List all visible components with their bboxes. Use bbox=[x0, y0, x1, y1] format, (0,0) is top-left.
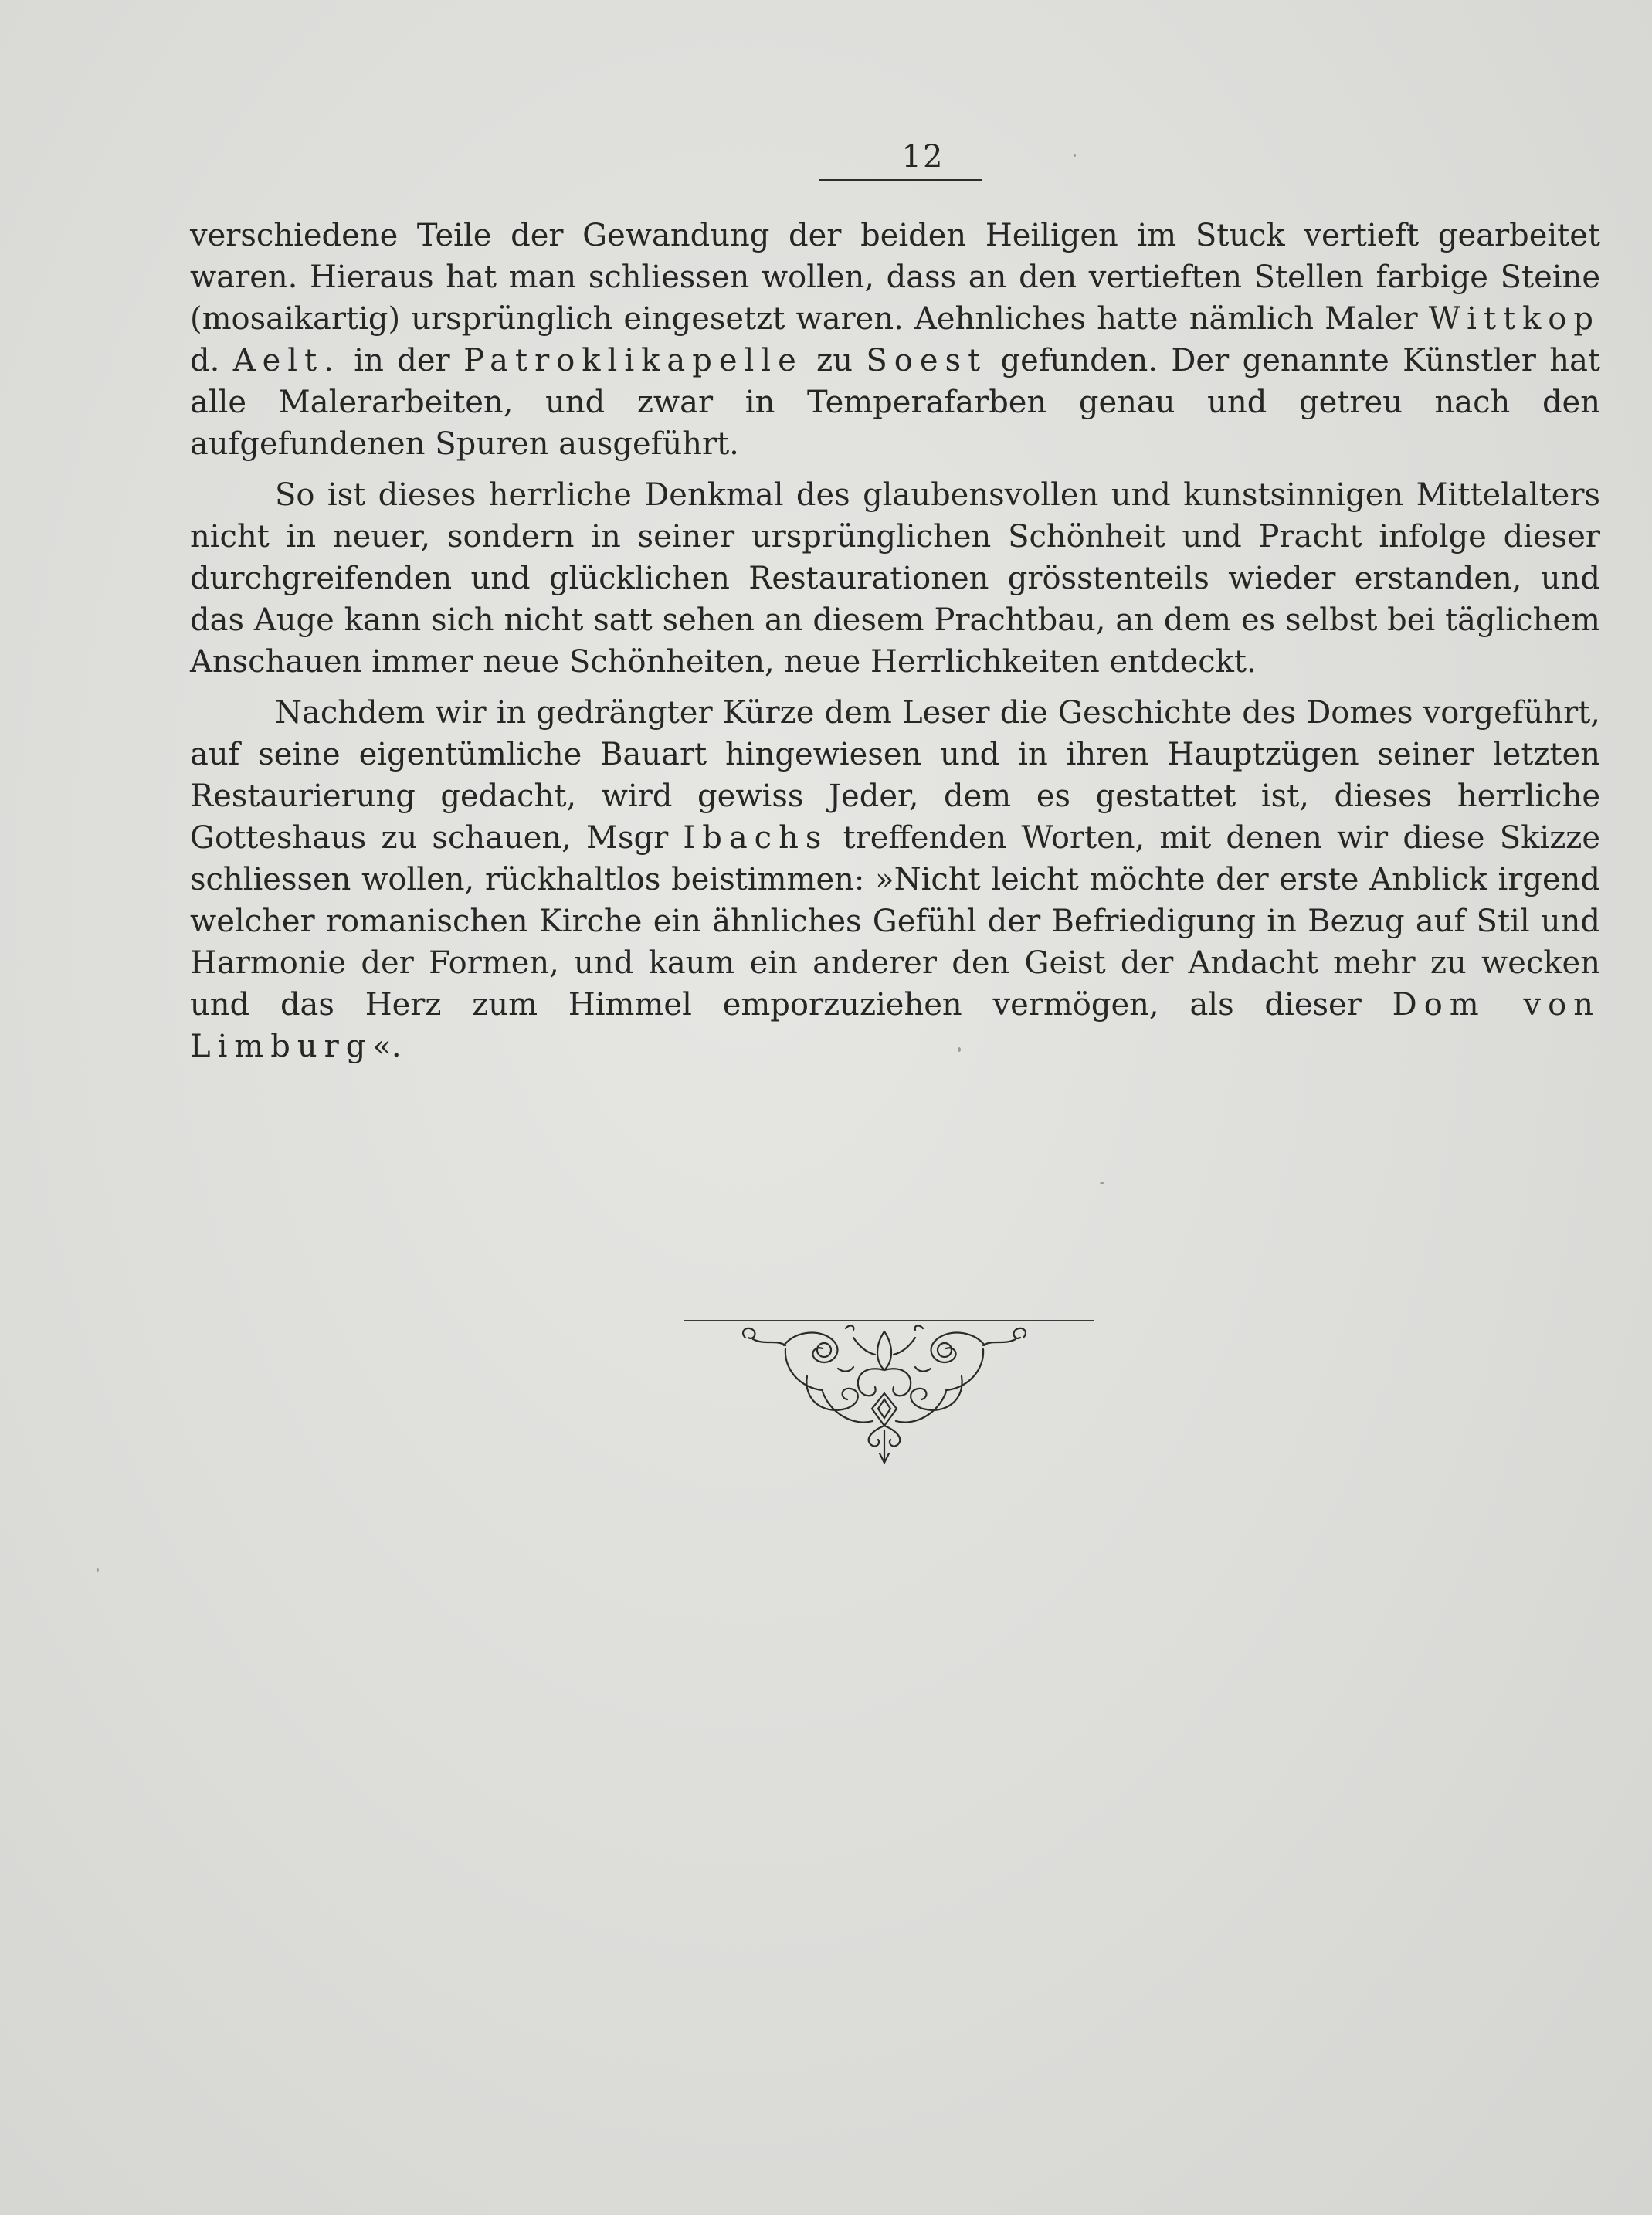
page-number: 12 bbox=[901, 139, 945, 175]
paragraph-3 bbox=[190, 692, 1600, 1067]
paragraph-2: So ist dieses herrliche Denkmal des glaubensvollen und kunstsinnigen Mittelalters nicht in neuer, sondern in seiner ursprünglichen Schönheit und Pracht infolge dieser durchgreifenden und glücklichen Restaurationen grösstenteils wieder erstanden, und das Auge kann sich nicht satt sehen an diesem Prachtbau, an dem es selbst bei täglichem Anschauen immer neue Schönheiten, neue Herrlichkeiten entdeckt. bbox=[190, 477, 1600, 680]
paragraph-1-text-2: d. bbox=[190, 343, 233, 378]
place-soest: Soest bbox=[866, 343, 988, 378]
paragraph-3-text-1: Nachdem wir in gedrängter Kürze dem Leser die Geschichte des Domes vorgeführt, auf seine eigentümliche Bauart hingewiesen und in ihren Hauptzügen seiner letzten Restaurierung gedacht, wird gewiss Jeder, dem es gestattet ist, dieses herrliche Gotteshaus zu schauen, Msgr bbox=[190, 695, 1600, 856]
paragraph-1-text-1: verschiedene Teile der Gewandung der beiden Heiligen im Stuck vertieft gearbeitet waren. Hieraus hat man schliessen wollen, dass an den vertieften Stellen farbige Steine (mosaikartig) ursprünglich eingesetzt waren. Aehnliches hatte nämlich Maler bbox=[190, 218, 1600, 337]
paper-speck bbox=[97, 1568, 99, 1572]
paragraph-3-text-2: treffenden Worten, mit denen wir diese Skizze schliessen wollen, rückhaltlos beistimmen: »Nicht leicht möchte der erste Anblick irgend welcher romanischen Kirche ein ähnliches Gefühl der Befriedigung in Bezug auf Stil und Harmonie der Formen, und kaum ein anderer den Geist der Andacht mehr zu wecken und das Herz zum Himmel emporzuziehen vermögen, als dieser bbox=[190, 820, 1601, 1023]
paragraph-1-text-3: in der bbox=[340, 343, 464, 378]
body-text bbox=[190, 215, 1600, 1067]
place-dom-von-limburg: Dom von Limburg bbox=[190, 987, 1600, 1064]
paper-speck bbox=[958, 1047, 961, 1052]
floral-vignette-icon bbox=[738, 1322, 1031, 1465]
name-wittkop: Wittkop bbox=[1428, 301, 1600, 337]
name-ibachs: Ibachs bbox=[683, 820, 829, 856]
paper-speck bbox=[1074, 154, 1076, 157]
paragraph-1 bbox=[190, 215, 1600, 465]
name-aelt: Aelt. bbox=[232, 343, 341, 378]
paper-speck bbox=[1100, 1182, 1104, 1184]
paragraph-3-text-3: «. bbox=[372, 1029, 402, 1064]
paragraph-1-text-4: zu bbox=[802, 343, 867, 378]
ornament-rule bbox=[684, 1320, 1094, 1321]
place-patroklikapelle: Patroklikapelle bbox=[463, 343, 803, 378]
paragraph-1-text-5: gefunden. Der genannte Künstler hat alle Malerarbeiten, und zwar in Temperafarben genau und getreu nach den aufgefundenen Spuren ausgeführt. bbox=[190, 343, 1600, 462]
page-number-rule bbox=[819, 179, 982, 181]
